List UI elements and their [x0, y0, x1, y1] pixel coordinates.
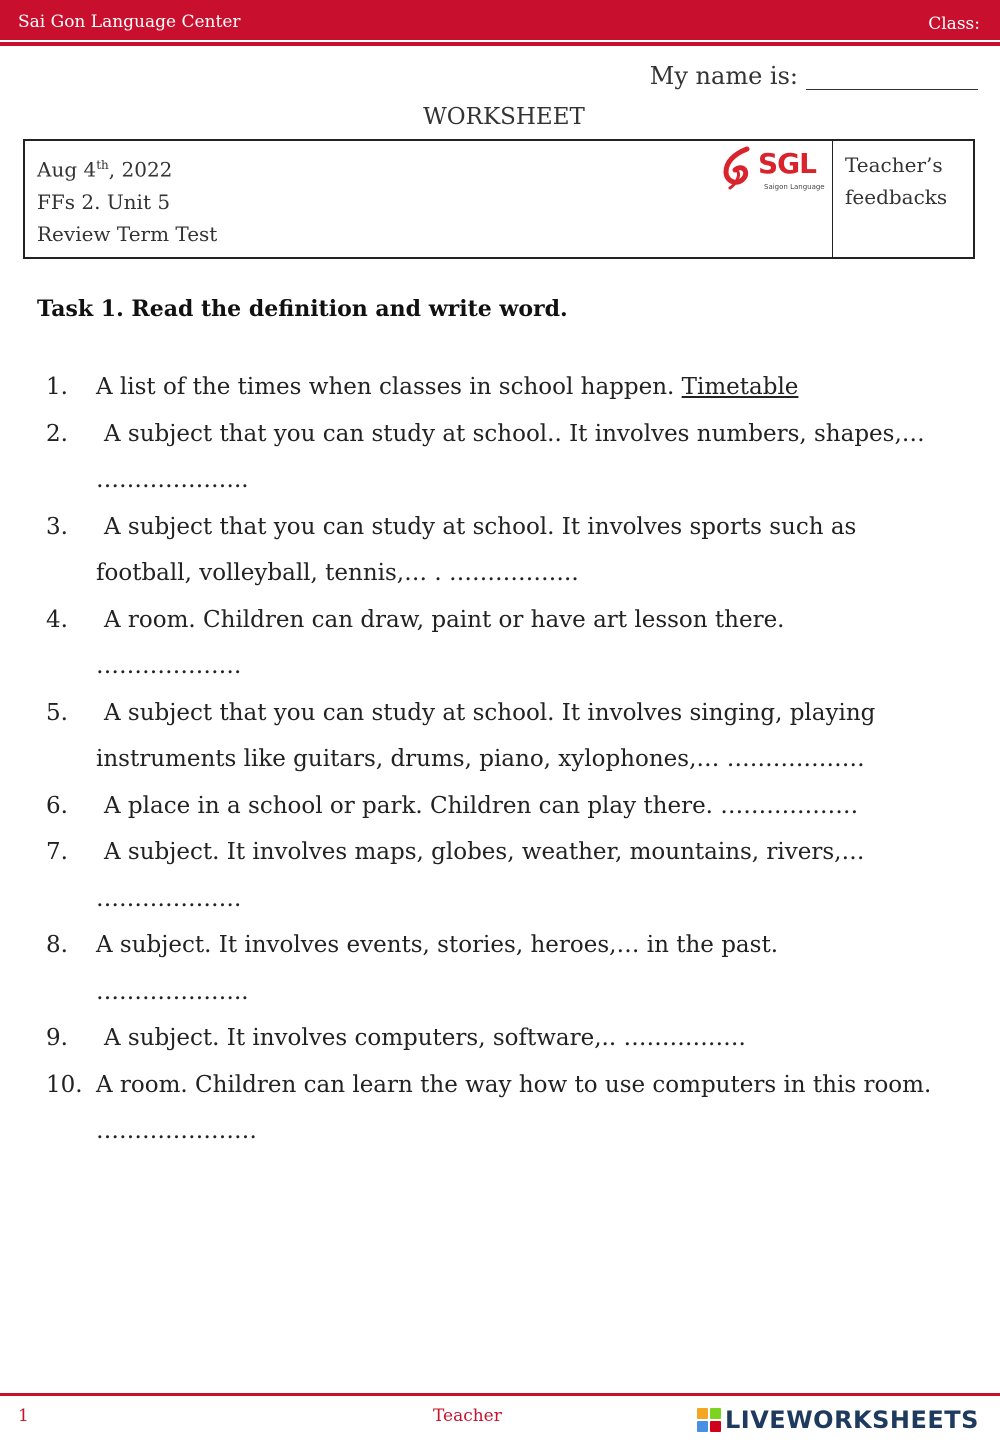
question-item: [0, 829, 1000, 922]
question-number: 8.: [46, 932, 68, 958]
question-text[interactable]: A place in a school or park. Children can play there. ………………: [104, 792, 859, 819]
header-bar: [0, 0, 1000, 40]
question-item: [0, 597, 1000, 690]
name-row: [650, 62, 978, 90]
question-item: [0, 922, 1000, 1015]
class-label: Class:: [928, 14, 980, 34]
question-text[interactable]: A subject that you can study at school.. It involves numbers, shapes,… ………………..: [96, 420, 925, 493]
lesson-course: FFs 2. Unit 5: [37, 189, 171, 214]
question-number: 10.: [46, 1071, 83, 1098]
center-name: Sai Gon Language Center: [18, 12, 241, 32]
question-number: 7.: [46, 839, 68, 865]
question-number: 4.: [46, 606, 68, 633]
question-text: A list of the times when classes in school happen.: [96, 374, 675, 400]
teacher-feedback: Teacher’s feedbacks: [845, 153, 948, 209]
question-item: [0, 1062, 1000, 1155]
info-box: [23, 139, 975, 259]
header-divider: [0, 42, 1000, 46]
question-number: 3.: [46, 513, 68, 540]
page-number: 1: [18, 1406, 29, 1426]
liveworksheets-grid-icon: [697, 1408, 721, 1432]
question-text[interactable]: A subject that you can study at school. It involves singing, playing instruments like guitars, drums, piano, xylophones,… ………………: [96, 699, 876, 772]
name-input[interactable]: [806, 63, 978, 90]
question-text[interactable]: A subject that you can study at school. It involves sports such as football, volleyball, tennis,… . ……………..: [96, 513, 857, 586]
liveworksheets-logo: [697, 1406, 979, 1434]
question-number: 6.: [46, 792, 68, 819]
sgl-swirl-icon: [720, 146, 756, 192]
question-number: 5.: [46, 699, 68, 726]
logo-subtitle: Saigon Language: [764, 183, 825, 191]
footer-divider: [0, 1393, 1000, 1396]
sgl-logo: [720, 146, 830, 194]
lesson-date: Aug 4th, 2022: [37, 157, 173, 182]
worksheet-title: WORKSHEET: [423, 104, 585, 130]
question-text[interactable]: A room. Children can learn the way how to use computers in this room. …………………: [96, 1071, 932, 1144]
question-item: [0, 690, 1000, 783]
answer-field[interactable]: Timetable: [681, 374, 799, 400]
box-divider: [832, 141, 833, 257]
question-number: 9.: [46, 1025, 68, 1051]
liveworksheets-brand: LIVEWORKSHEETS: [725, 1406, 979, 1434]
lesson-test: Review Term Test: [37, 221, 218, 246]
name-label: My name is:: [649, 62, 798, 90]
question-number: 1.: [46, 374, 68, 400]
question-text[interactable]: A room. Children can draw, paint or have art lesson there. ……………….: [96, 606, 785, 679]
question-item: [0, 1015, 1000, 1062]
question-text[interactable]: A subject. It involves maps, globes, weather, mountains, rivers,… ……………….: [96, 839, 865, 912]
task-title: Task 1. Read the definition and write word.: [37, 296, 568, 322]
question-list: [0, 364, 1000, 1155]
question-item: [0, 783, 1000, 830]
question-number: 2.: [46, 420, 68, 447]
question-item: [0, 411, 1000, 504]
question-item: [0, 504, 1000, 597]
logo-brand: SGL: [758, 147, 816, 180]
question-text[interactable]: A subject. It involves events, stories, heroes,… in the past. ………………..: [96, 932, 779, 1005]
footer-teacher-label: Teacher: [433, 1406, 502, 1426]
lesson-info: [37, 149, 217, 250]
question-text[interactable]: A subject. It involves computers, software,.. …………….: [104, 1025, 746, 1051]
question-item: [0, 364, 1000, 411]
